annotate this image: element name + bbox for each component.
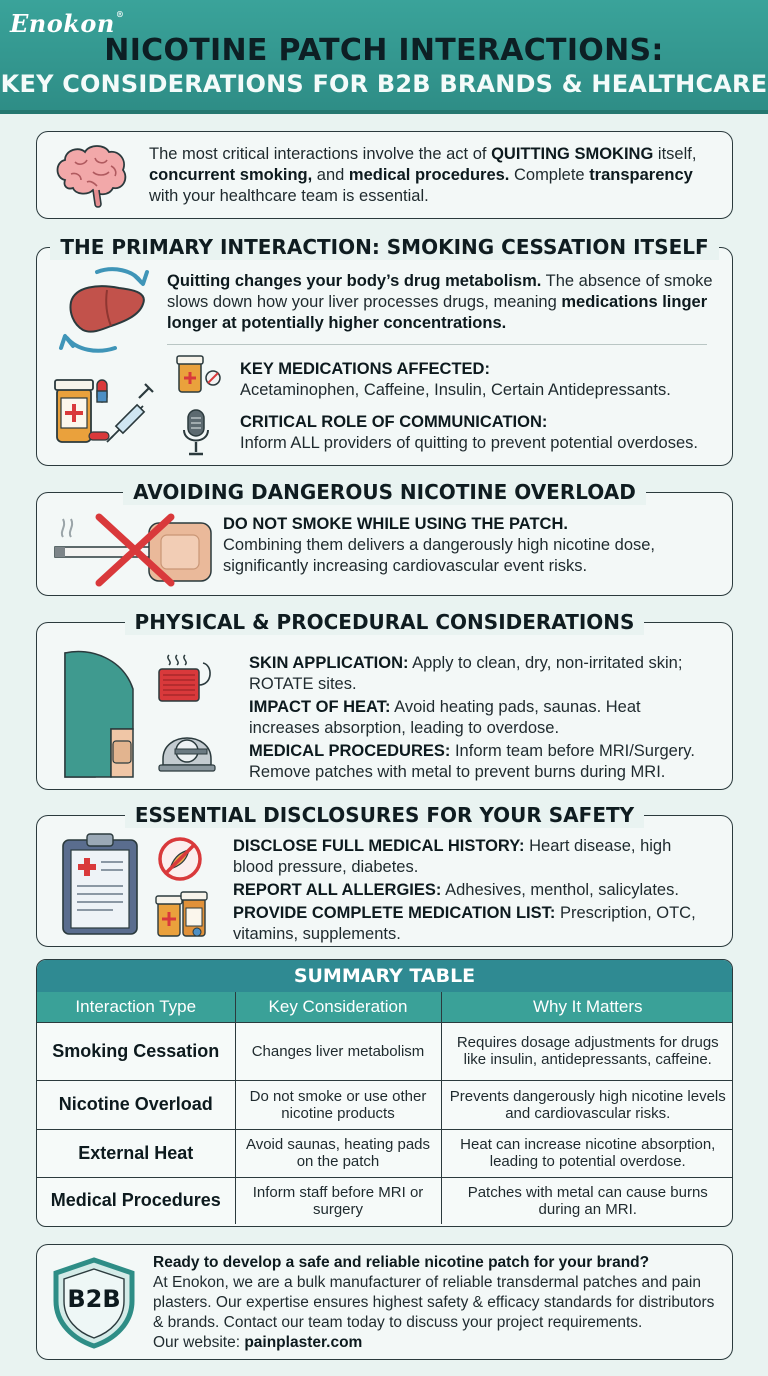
divider xyxy=(167,344,707,345)
medication-list-text: PROVIDE COMPLETE MEDICATION LIST: Prescription, OTC, vitamins, supplements. xyxy=(233,904,696,943)
mri-scanner-icon xyxy=(157,719,217,775)
column-header: Why It Matters xyxy=(441,992,733,1022)
table-cell: Medical Procedures xyxy=(37,1177,235,1224)
medication-bottles-icon xyxy=(155,888,209,940)
key-medications-block xyxy=(240,359,730,401)
footer-text xyxy=(153,1253,728,1353)
intro-panel xyxy=(36,131,733,219)
table-cell: Avoid saunas, heating pads on the patch xyxy=(235,1129,441,1177)
table-cell: External Heat xyxy=(37,1129,235,1177)
disclosures-heading: ESSENTIAL DISCLOSURES FOR YOUR SAFETY xyxy=(125,802,644,828)
logo-text: Enokon xyxy=(10,9,115,38)
heat-impact-text: IMPACT OF HEAT: Avoid heating pads, saunas. Heat increases absorption, leading to overdose. xyxy=(249,698,641,737)
table-row xyxy=(37,1129,733,1177)
footer-website-line: Our website: painplaster.com xyxy=(153,1334,363,1351)
cessation-heading: THE PRIMARY INTERACTION: SMOKING CESSATION ITSELF xyxy=(50,234,718,260)
summary-grid xyxy=(37,992,733,1224)
table-cell: Do not smoke or use other nicotine products xyxy=(235,1080,441,1129)
column-header: Interaction Type xyxy=(37,992,235,1022)
disclosures-panel xyxy=(36,803,733,947)
no-smoking-with-patch-icon xyxy=(51,509,221,587)
footer-cta: Ready to develop a safe and reliable nicotine patch for your brand? xyxy=(153,1254,650,1271)
cessation-text: Quitting changes your body’s drug metabolism. The absence of smoke slows down how your liver processes drugs, meaning medications linger longer at potentially higher concentrations. xyxy=(167,272,713,332)
summary-table-title: SUMMARY TABLE xyxy=(37,960,732,992)
overload-text-block xyxy=(223,514,718,577)
header-banner xyxy=(0,0,768,114)
brain-icon xyxy=(51,142,129,212)
communication-text: Inform ALL providers of quitting to prevent potential overdoses. xyxy=(240,434,698,452)
intro-text: The most critical interactions involve the act of QUITTING SMOKING itself, concurrent smoking, and medical procedures. Complete transparency with your healthcare team is essential. xyxy=(149,145,697,205)
table-cell: Inform staff before MRI or surgery xyxy=(235,1177,441,1224)
footer-body: At Enokon, we are a bulk manufacturer of reliable transdermal patches and pain plasters. Our expertise ensures highest safety & efficacy standards for distributors & brands. Contact our team today to discuss your project requirements. xyxy=(153,1274,715,1331)
table-cell: Heat can increase nicotine absorption, leading to potential overdose. xyxy=(441,1129,733,1177)
allergies-text: REPORT ALL ALLERGIES: Adhesives, menthol, salicylates. xyxy=(233,881,679,899)
summary-table xyxy=(36,959,733,1227)
heating-pad-icon xyxy=(155,651,217,707)
overload-heading: AVOIDING DANGEROUS NICOTINE OVERLOAD xyxy=(123,479,646,505)
liver-icon xyxy=(51,264,161,356)
table-row xyxy=(37,1177,733,1224)
footer-cta-panel xyxy=(36,1244,733,1360)
page-title: NICOTINE PATCH INTERACTIONS: xyxy=(104,33,664,68)
table-cell: Patches with metal can cause burns during an MRI. xyxy=(467,1183,708,1218)
table-cell: Smoking Cessation xyxy=(37,1022,235,1080)
cessation-panel xyxy=(36,235,733,466)
physical-panel xyxy=(36,610,733,790)
pill-bottle-icon xyxy=(175,352,223,396)
table-cell: Nicotine Overload xyxy=(37,1080,235,1129)
key-medications-text: Acetaminophen, Caffeine, Insulin, Certain Antidepressants. xyxy=(240,381,671,399)
medical-procedures-text: MEDICAL PROCEDURES: Inform team before MRI/Surgery. Remove patches with metal to prevent burns during MRI. xyxy=(249,742,695,781)
page-subtitle: KEY CONSIDERATIONS FOR B2B BRANDS & HEALTHCARE xyxy=(0,70,768,98)
overload-text: Combining them delivers a dangerously high nicotine dose, significantly increasing cardiovascular event risks. xyxy=(223,536,656,575)
table-row xyxy=(37,1022,733,1080)
arm-with-patch-icon xyxy=(61,649,143,779)
microphone-icon xyxy=(181,408,211,458)
table-cell: Changes liver metabolism xyxy=(235,1022,441,1080)
table-cell: Prevents dangerously high nicotine levels and cardiovascular risks. xyxy=(441,1080,733,1129)
key-medications-title: KEY MEDICATIONS AFFECTED: xyxy=(240,360,490,378)
medical-clipboard-icon xyxy=(59,830,141,938)
table-cell: Requires dosage adjustments for drugs like insulin, antidepressants, caffeine. xyxy=(441,1022,733,1080)
overload-panel xyxy=(36,480,733,596)
no-allergens-icon xyxy=(157,836,203,882)
physical-heading: PHYSICAL & PROCEDURAL CONSIDERATIONS xyxy=(125,609,645,635)
registered-mark: ® xyxy=(115,9,125,19)
medical-history-text: DISCLOSE FULL MEDICAL HISTORY: Heart disease, high blood pressure, diabetes. xyxy=(233,837,672,876)
website-link[interactable]: painplaster.com xyxy=(244,1334,363,1351)
overload-title: DO NOT SMOKE WHILE USING THE PATCH. xyxy=(223,515,568,533)
medication-bottle-syringe-icon xyxy=(51,372,161,448)
communication-block xyxy=(240,412,730,454)
b2b-badge-label: B2B xyxy=(67,1285,121,1313)
communication-title: CRITICAL ROLE OF COMMUNICATION: xyxy=(240,413,548,431)
table-header-row xyxy=(37,992,733,1022)
skin-application-text: SKIN APPLICATION: Apply to clean, dry, non-irritated skin; ROTATE sites. xyxy=(249,654,683,693)
table-row xyxy=(37,1080,733,1129)
column-header: Key Consideration xyxy=(235,992,441,1022)
